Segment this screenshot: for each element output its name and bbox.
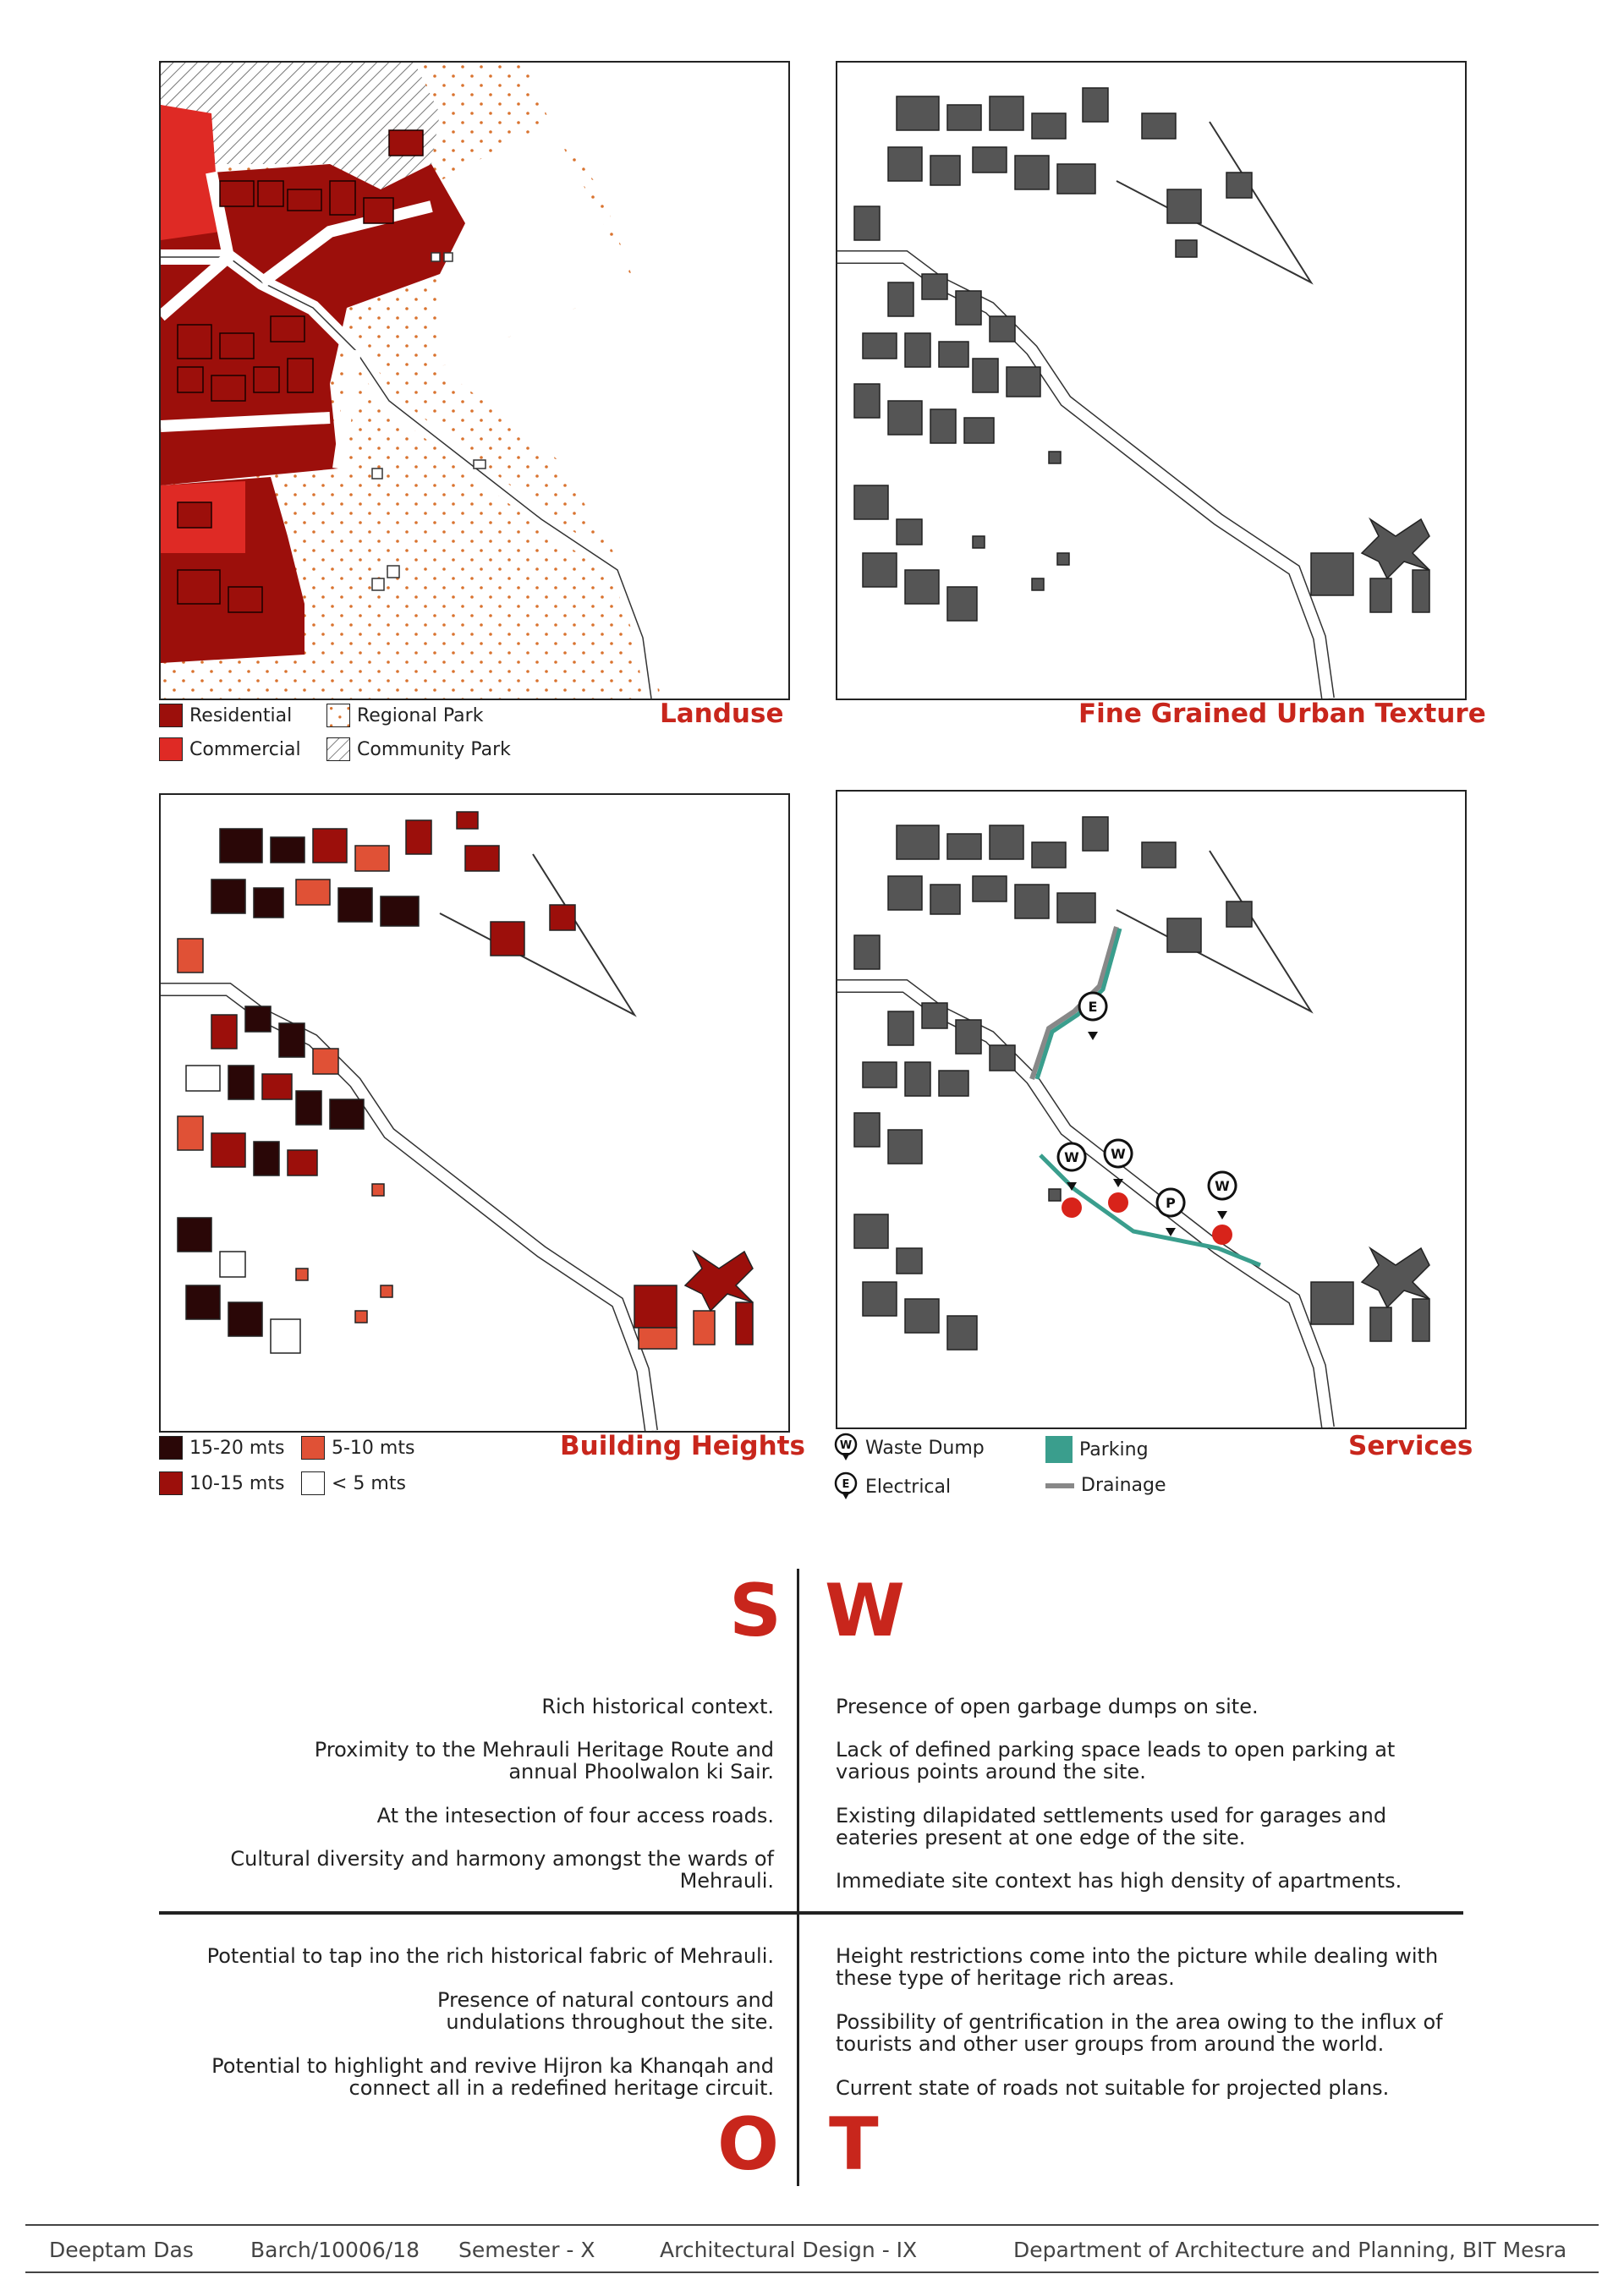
strength-1: Rich historical context. [541,1695,774,1718]
strengths-list [148,1696,774,1718]
strength-item-4 [148,1848,774,1892]
swatch-under-5 [301,1471,325,1495]
marker-waste-1 [1058,1143,1085,1191]
opportunities-list [148,1945,774,1967]
urban-texture-map [836,61,1467,700]
legend-10-15 [159,1471,284,1495]
plot-boundary [1116,122,1311,282]
opportunity-2: Presence of natural contours and undulations throughout the site. [437,1988,774,2034]
legend-drainage [1045,1475,1166,1496]
marker-parking [1157,1189,1184,1236]
landuse-map [159,61,790,700]
legend-15-20-label: 15-20 mts [189,1437,285,1459]
legend-parking-label: Parking [1079,1438,1149,1460]
footer-department: Department of Architecture and Planning, BIT Mesra [1013,2238,1567,2262]
main-road-outline [837,986,1328,1427]
legend-under-5-label: < 5 mts [332,1472,406,1494]
swatch-regional-park [326,704,350,727]
marker-e-label: E [1088,999,1098,1015]
waste-dump-pin-icon [833,1433,859,1463]
building-heights-map [159,793,790,1433]
building-heights-map-drawing [161,795,788,1431]
swatch-5-10 [301,1436,325,1460]
marker-w1-label: W [1064,1149,1079,1165]
swot-letter-w: W [825,1569,905,1653]
swatch-commercial [159,737,183,761]
legend-regional-park-label: Regional Park [357,704,484,726]
marker-electrical [1079,993,1106,1040]
strength-item-3 [148,1805,774,1827]
footer-bottom-rule [25,2271,1599,2273]
swot-letter-o: O [717,2102,780,2187]
legend-10-15-label: 10-15 mts [189,1472,285,1494]
opportunity-item-2 [148,1989,774,2033]
urban-texture-map-drawing [837,63,1465,699]
legend-community-park [326,737,511,761]
threats-list [836,1945,1462,1989]
swot-letter-s: S [729,1569,782,1653]
main-road-outline [161,989,651,1431]
footer-semester: Semester - X [458,2238,595,2262]
weakness-4: Immediate site context has high density of apartments. [836,1869,1402,1893]
legend-drainage-label: Drainage [1081,1475,1166,1496]
heights-title: Building Heights [560,1431,805,1461]
footer-author: Deeptam Das [49,2238,194,2262]
legend-commercial [159,737,301,761]
swatch-community-park [326,737,350,761]
building-footprints [854,817,1429,1350]
legend-parking [1045,1436,1149,1463]
strength-3: At the intesection of four access roads. [376,1804,774,1827]
legend-residential-label: Residential [189,704,293,726]
main-road-outline [837,257,1328,699]
legend-electrical [833,1471,951,1502]
weakness-2: Lack of defined parking space leads to open parking at various points around the site. [836,1738,1396,1784]
strength-4: Cultural diversity and harmony amongst the wards of Mehrauli. [230,1847,774,1893]
legend-residential [159,704,292,727]
threat-item-2 [836,2011,1462,2055]
marker-w3-label: W [1215,1178,1230,1194]
legend-5-10 [301,1436,414,1460]
legend-electrical-label: Electrical [865,1476,952,1498]
weakness-item-2 [836,1739,1462,1783]
svg-text:E: E [842,1478,850,1491]
swatch-10-15 [159,1471,183,1495]
legend-waste-dump-label: Waste Dump [865,1437,985,1459]
swatch-residential [159,704,183,727]
main-road [161,989,651,1431]
swatch-15-20 [159,1436,183,1460]
threat-2: Possibility of gentrification in the area owing to the influx of tourists and other user groups from around the world. [836,2010,1443,2056]
legend-15-20 [159,1436,284,1460]
services-map [836,790,1467,1429]
strength-2: Proximity to the Mehrauli Heritage Route and annual Phoolwalon ki Sair. [314,1738,774,1784]
threat-1: Height restrictions come into the picture while dealing with these type of heritage rich areas. [836,1944,1439,1990]
weakness-item-3 [836,1805,1462,1849]
opportunity-1: Potential to tap ino the rich historical fabric of Mehrauli. [206,1944,774,1968]
main-road [837,986,1328,1427]
electrical-pin-icon [833,1471,859,1502]
landuse-map-drawing [161,63,788,699]
services-title: Services [1348,1431,1473,1461]
opportunity-3: Potential to highlight and revive Hijron ka Khanqah and connect all in a redefined heritage circuit. [211,2054,774,2100]
services-map-drawing [837,792,1465,1427]
landuse-title: Landuse [660,699,784,729]
weaknesses-list [836,1696,1462,1718]
swot-letter-t: T [829,2102,879,2187]
weakness-3: Existing dilapidated settlements used for garages and eateries present at one edge of the site. [836,1804,1387,1849]
legend-under-5 [301,1471,406,1495]
commercial-strip [161,105,220,240]
swatch-parking [1045,1436,1073,1463]
legend-regional-park [326,704,483,727]
legend-5-10-label: 5-10 mts [332,1437,415,1459]
svg-text:W: W [839,1439,853,1452]
building-footprints [854,88,1429,621]
swot-vertical-divider [797,1569,799,2186]
footer-top-rule [25,2224,1599,2226]
main-road [837,257,1328,699]
plot-boundary [1116,851,1311,1011]
texture-title: Fine Grained Urban Texture [1078,699,1486,729]
footer-course: Architectural Design - IX [660,2238,918,2262]
weakness-item-4 [836,1870,1462,1892]
marker-w2-label: W [1111,1146,1126,1162]
legend-waste-dump [833,1433,985,1463]
plot-boundary [440,854,634,1015]
strength-item-2 [148,1739,774,1783]
legend-community-park-label: Community Park [357,738,511,760]
building-footprints [178,812,753,1353]
marker-waste-3 [1209,1172,1236,1219]
swot-horizontal-divider [159,1911,1463,1915]
threat-3: Current state of roads not suitable for projected plans. [836,2076,1390,2100]
opportunity-item-3 [148,2055,774,2099]
weakness-1: Presence of open garbage dumps on site. [836,1695,1259,1718]
marker-p-label: P [1166,1195,1176,1211]
legend-commercial-label: Commercial [189,738,301,760]
swatch-drainage [1045,1483,1074,1488]
threat-item-3 [836,2077,1462,2099]
footer-roll-number: Barch/10006/18 [250,2238,420,2262]
